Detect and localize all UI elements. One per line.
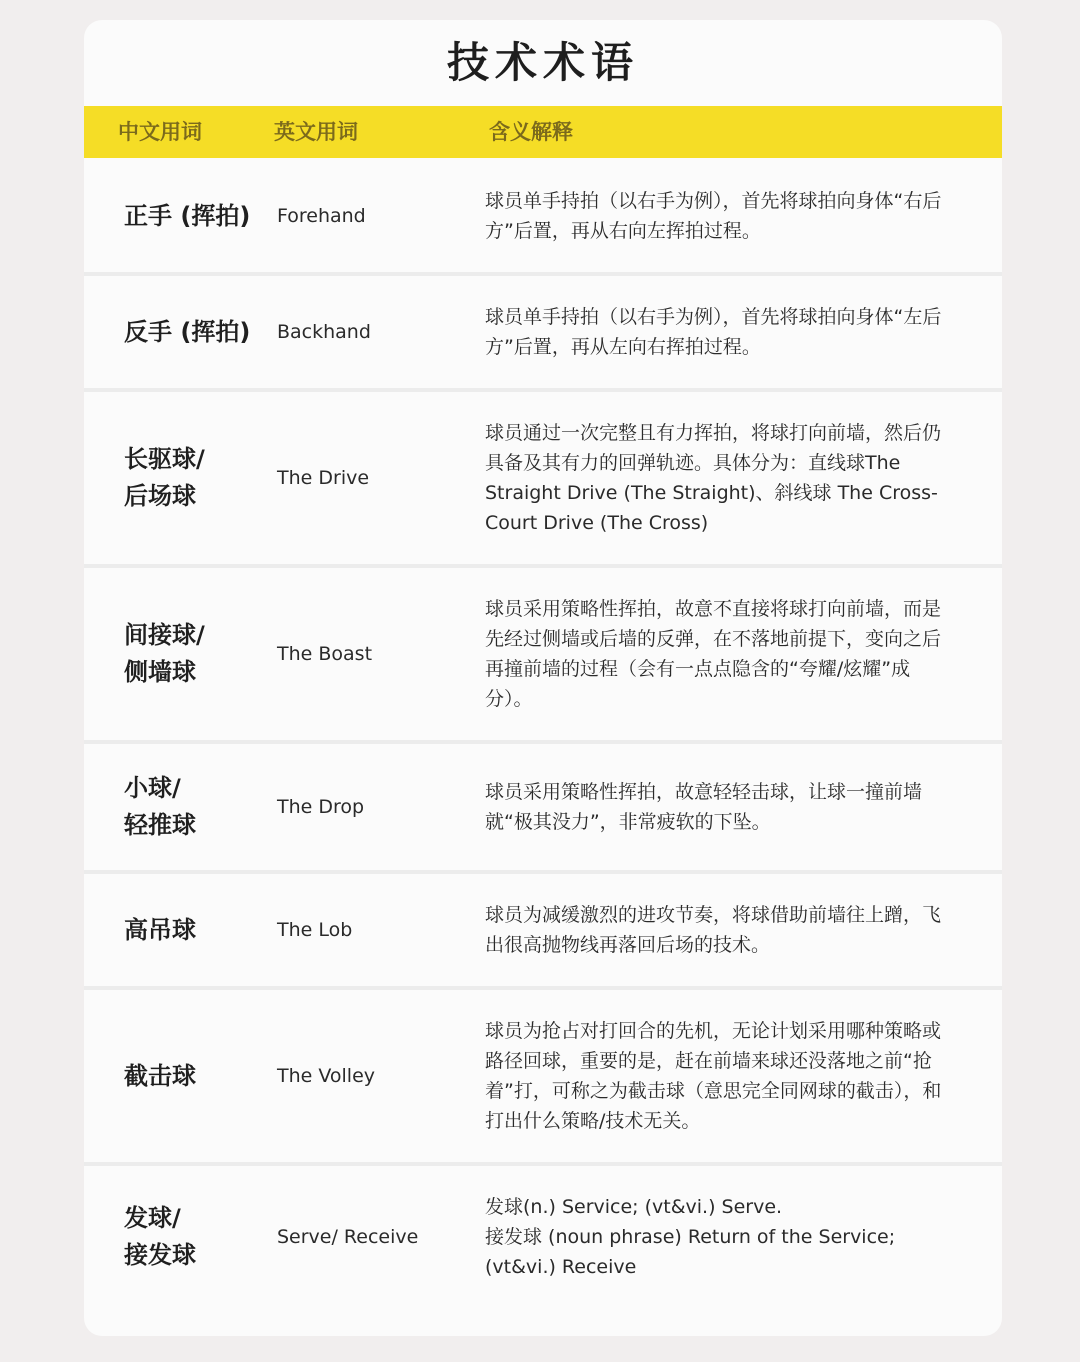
term-definition: 球员通过一次完整且有力挥拍，将球打向前墙，然后仍具备及其有力的回弹轨迹。具体分为：直线球The Straight Drive (The Straight)、斜线球 The Cross-Court Drive (The Cross) bbox=[485, 422, 942, 534]
header-definition: 含义解释 bbox=[489, 120, 573, 144]
term-english: The Lob bbox=[277, 919, 353, 941]
term-definition: 球员单手持拍（以右手为例），首先将球拍向身体“右后方”后置，再从右向左挥拍过程。 bbox=[485, 190, 942, 242]
header-chinese-term: 中文用词 bbox=[118, 120, 202, 144]
term-definition: 球员采用策略性挥拍，故意不直接将球打向前墙，而是先经过侧墙或后墙的反弹，在不落地前提下，变向之后再撞前墙的过程（会有一点点隐含的“夸耀/炫耀”成分）。 bbox=[485, 598, 942, 710]
page-title: 技术术语 bbox=[446, 38, 639, 87]
term-definition: 球员为减缓激烈的进攻节奏，将球借助前墙往上蹭，飞出很高抛物线再落回后场的技术。 bbox=[485, 904, 942, 956]
term-english: Serve/ Receive bbox=[277, 1226, 419, 1248]
table-row bbox=[84, 990, 1002, 1166]
table-header bbox=[84, 106, 1002, 158]
terminology-card bbox=[84, 20, 1002, 1336]
table-row bbox=[84, 276, 1002, 392]
term-english: Backhand bbox=[277, 321, 371, 343]
header-english-term: 英文用词 bbox=[274, 120, 358, 144]
table-row bbox=[84, 1166, 1002, 1308]
term-definition: 发球(n.) Service; (vt&vi.) Serve. 接发球 (noun phrase) Return of the Service; (vt&vi.) Receive bbox=[485, 1196, 896, 1278]
term-chinese: 长驱球/ 后场球 bbox=[124, 445, 205, 510]
term-english: Forehand bbox=[277, 205, 366, 227]
term-chinese: 小球/ 轻推球 bbox=[124, 774, 196, 839]
term-chinese: 发球/ 接发球 bbox=[124, 1204, 196, 1269]
term-definition: 球员为抢占对打回合的先机，无论计划采用哪种策略或路径回球，重要的是，赶在前墙来球还没落地之前“抢着”打，可称之为截击球（意思完全同网球的截击），和打出什么策略/技术无关。 bbox=[485, 1020, 942, 1132]
table-row bbox=[84, 392, 1002, 568]
table-row bbox=[84, 874, 1002, 990]
term-definition: 球员采用策略性挥拍，故意轻轻击球，让球一撞前墙就“极其没力”，非常疲软的下坠。 bbox=[485, 781, 923, 833]
table-row bbox=[84, 744, 1002, 874]
term-english: The Drive bbox=[277, 467, 370, 489]
term-chinese: 反手 (挥拍) bbox=[124, 317, 251, 346]
term-chinese: 间接球/ 侧墙球 bbox=[124, 621, 205, 686]
term-chinese: 正手 (挥拍) bbox=[124, 201, 251, 230]
term-chinese: 高吊球 bbox=[124, 915, 196, 944]
term-chinese: 截击球 bbox=[124, 1061, 196, 1090]
term-english: The Boast bbox=[277, 643, 373, 665]
table-row bbox=[84, 568, 1002, 744]
term-english: The Drop bbox=[277, 796, 365, 818]
table-row bbox=[84, 160, 1002, 276]
term-english: The Volley bbox=[277, 1065, 376, 1087]
term-definition: 球员单手持拍（以右手为例），首先将球拍向身体“左后方”后置，再从左向右挥拍过程。 bbox=[485, 306, 942, 358]
